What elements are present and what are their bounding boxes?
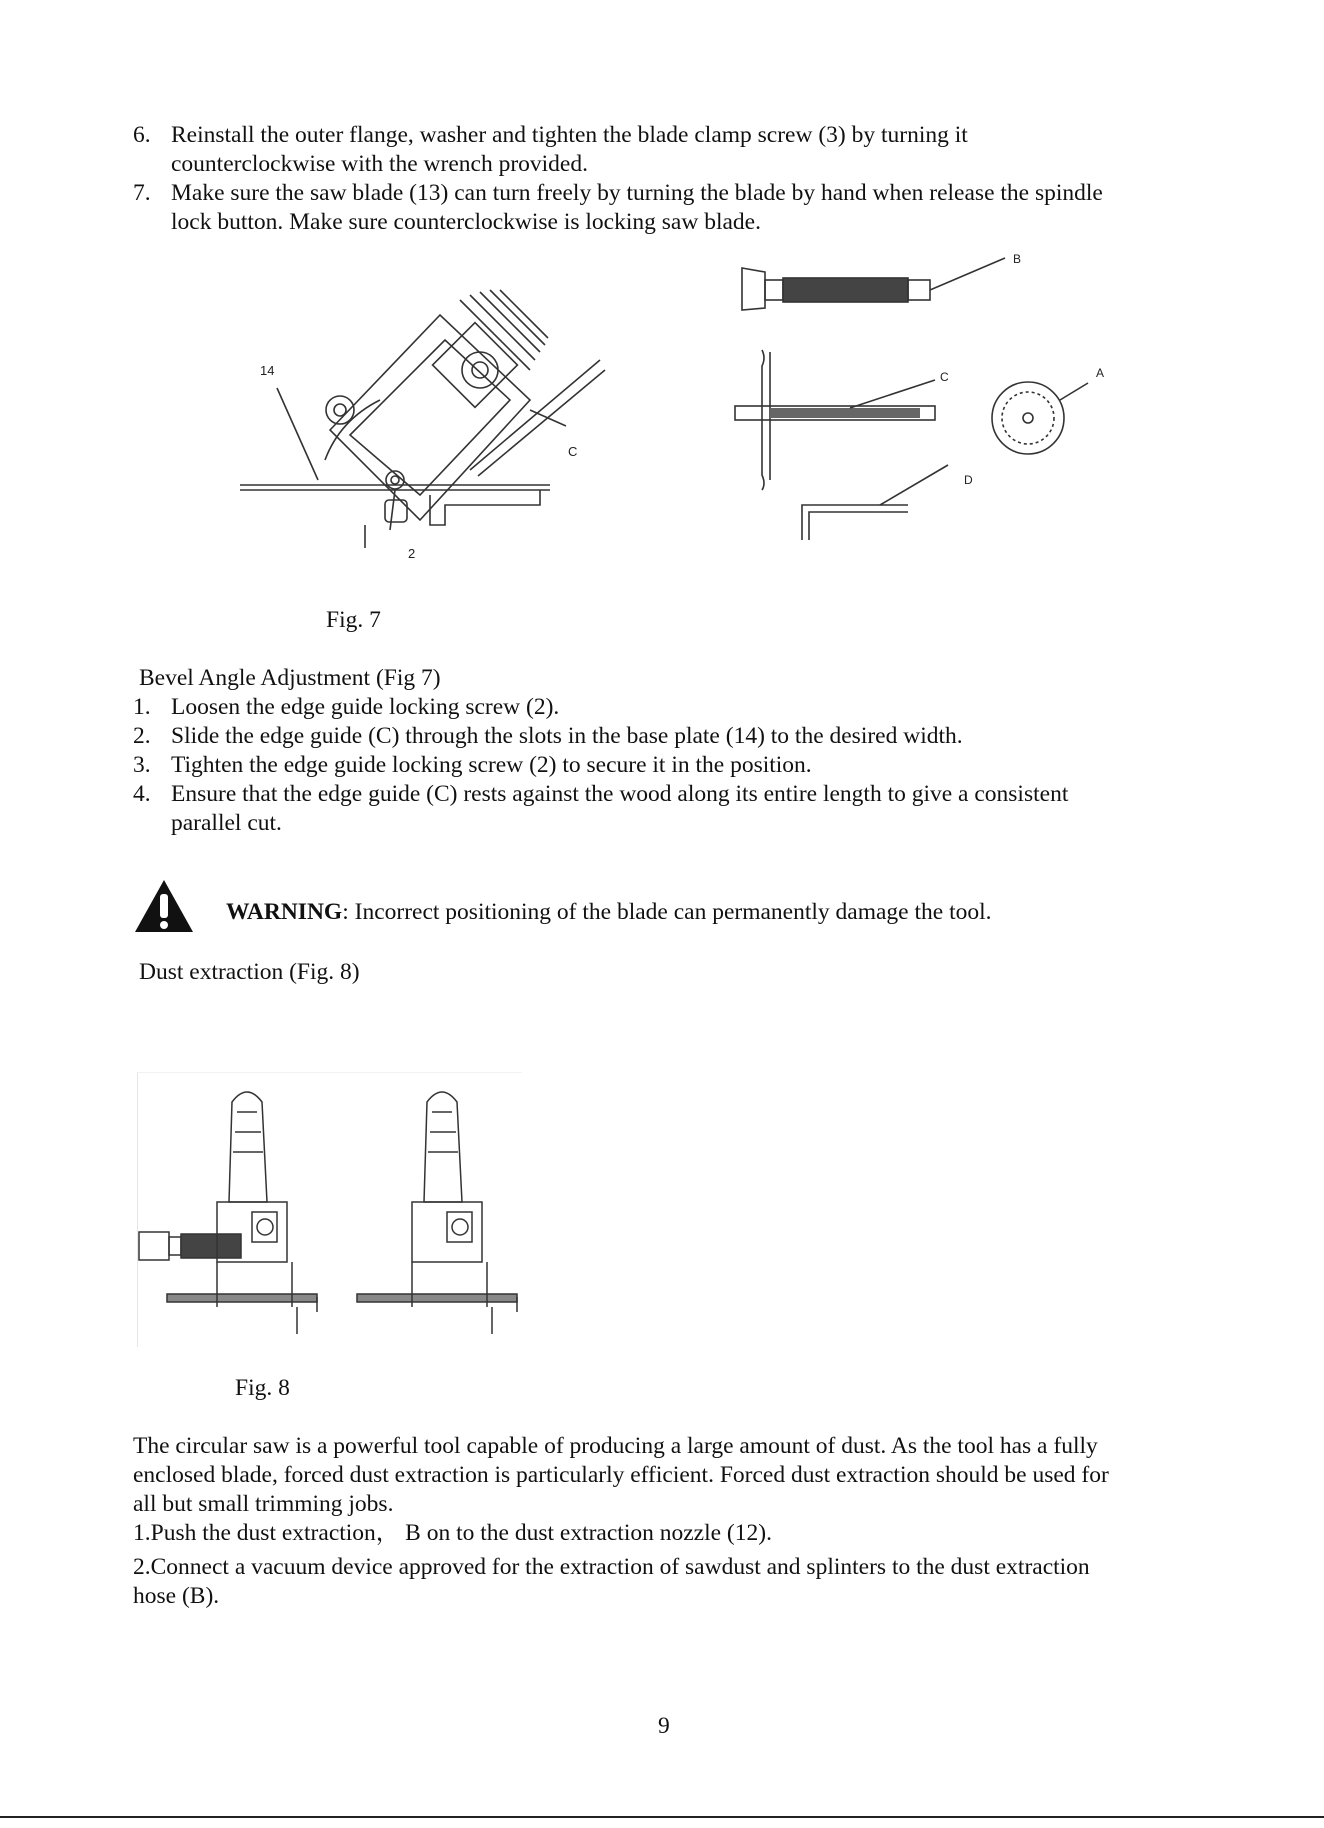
step-text: Make sure the saw blade (13) can turn freely by turning the blade by hand when release the spindle bbox=[171, 180, 1103, 206]
step-text: Reinstall the outer flange, washer and tighten the blade clamp screw (3) by turning it bbox=[171, 122, 968, 148]
fig8-illustration bbox=[137, 1072, 522, 1347]
paragraph-line: all but small trimming jobs. bbox=[133, 1491, 394, 1517]
page-bottom-rule bbox=[0, 1816, 1324, 1818]
step-text: Loosen the edge guide locking screw (2). bbox=[171, 694, 560, 720]
callout-a: A bbox=[1096, 366, 1105, 380]
section-heading: Bevel Angle Adjustment (Fig 7) bbox=[139, 665, 441, 691]
step-text: Ensure that the edge guide (C) rests against the wood along its entire length to give a consistent bbox=[171, 781, 1069, 807]
callout-2: 2 bbox=[408, 546, 416, 561]
warning-icon bbox=[133, 878, 195, 939]
step-number: 1. bbox=[133, 694, 151, 720]
callout-d: D bbox=[964, 473, 973, 487]
figure-caption: Fig. 8 bbox=[235, 1375, 290, 1401]
step-number: 2. bbox=[133, 723, 151, 749]
step-text: Tighten the edge guide locking screw (2) to secure it in the position. bbox=[171, 752, 812, 778]
step-text: parallel cut. bbox=[171, 810, 282, 836]
paragraph-line: The circular saw is a powerful tool capable of producing a large amount of dust. As the tool has a fully bbox=[133, 1433, 1098, 1459]
callout-c: C bbox=[568, 444, 578, 459]
step-text: counterclockwise with the wrench provided. bbox=[171, 151, 588, 177]
section-heading: Dust extraction (Fig. 8) bbox=[139, 959, 360, 985]
dust-step-2-continued: hose (B). bbox=[133, 1583, 220, 1609]
warning-text: : Incorrect positioning of the blade can permanently damage the tool. bbox=[342, 899, 992, 925]
fig7-parts-illustration bbox=[730, 240, 1130, 550]
step-number: 3. bbox=[133, 752, 151, 778]
callout-b: B bbox=[1013, 252, 1022, 266]
page-number: 9 bbox=[658, 1713, 670, 1739]
dust-step-1: 1.Push the dust extraction， B on to the dust extraction nozzle (12). bbox=[133, 1520, 772, 1546]
warning-message bbox=[226, 898, 992, 927]
dust-step-2: 2.Connect a vacuum device approved for the extraction of sawdust and splinters to the dust extraction bbox=[133, 1554, 1090, 1580]
step-number: 6. bbox=[133, 122, 151, 148]
step-number: 7. bbox=[133, 180, 151, 206]
step-text: lock button. Make sure counterclockwise is locking saw blade. bbox=[171, 209, 761, 235]
paragraph-line: enclosed blade, forced dust extraction is particularly efficient. Forced dust extraction should be used for bbox=[133, 1462, 1109, 1488]
step-text: Slide the edge guide (C) through the slots in the base plate (14) to the desired width. bbox=[171, 723, 963, 749]
callout-14: 14 bbox=[260, 363, 275, 378]
figure-caption: Fig. 7 bbox=[326, 607, 381, 633]
warning-label: WARNING bbox=[226, 899, 343, 925]
callout-c: C bbox=[940, 370, 949, 384]
step-number: 4. bbox=[133, 781, 151, 807]
fig7-saw-illustration bbox=[230, 280, 610, 570]
